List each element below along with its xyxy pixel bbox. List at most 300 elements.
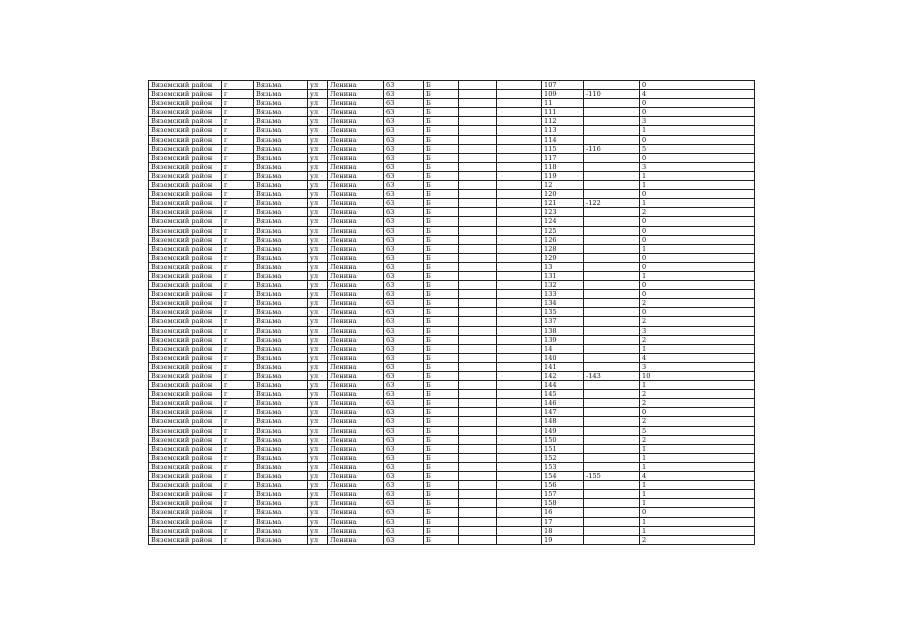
cell-district: Вяземский район: [149, 290, 222, 299]
cell-count: 0: [640, 99, 755, 108]
cell-street-type: ул: [308, 390, 328, 399]
cell-locality: Вязьма: [254, 144, 308, 153]
cell-street-type: ул: [308, 208, 328, 217]
cell-street: Ленина: [328, 253, 384, 262]
table-row: [149, 135, 755, 144]
cell-count: 3: [640, 162, 755, 171]
cell-extra-1: [459, 362, 497, 371]
cell-locality: Вязьма: [254, 362, 308, 371]
cell-apartment: 147: [542, 408, 584, 417]
cell-locality: Вязьма: [254, 281, 308, 290]
cell-count: 1: [640, 517, 755, 526]
cell-extra-2: [497, 253, 542, 262]
cell-district: Вяземский район: [149, 472, 222, 481]
cell-district: Вяземский район: [149, 372, 222, 381]
cell-count: 0: [640, 235, 755, 244]
cell-street-type: ул: [308, 426, 328, 435]
cell-apartment-range: [584, 162, 640, 171]
cell-house: 63: [384, 190, 424, 199]
cell-street-type: ул: [308, 135, 328, 144]
cell-street-type: ул: [308, 271, 328, 280]
cell-building: Б: [424, 462, 459, 471]
cell-house: 63: [384, 317, 424, 326]
cell-apartment: 113: [542, 126, 584, 135]
cell-district: Вяземский район: [149, 508, 222, 517]
cell-district: Вяземский район: [149, 390, 222, 399]
cell-locality: Вязьма: [254, 335, 308, 344]
table-row: [149, 235, 755, 244]
cell-street: Ленина: [328, 499, 384, 508]
cell-extra-1: [459, 435, 497, 444]
cell-district: Вяземский район: [149, 226, 222, 235]
cell-apartment-range: [584, 99, 640, 108]
cell-house: 63: [384, 535, 424, 544]
cell-building: Б: [424, 317, 459, 326]
table-row: [149, 390, 755, 399]
cell-apartment-range: [584, 526, 640, 535]
cell-apartment-range: [584, 281, 640, 290]
cell-apartment: 153: [542, 462, 584, 471]
cell-apartment: 115: [542, 144, 584, 153]
cell-street: Ленина: [328, 408, 384, 417]
cell-extra-1: [459, 126, 497, 135]
cell-street-type: ул: [308, 417, 328, 426]
cell-count: 1: [640, 199, 755, 208]
cell-extra-1: [459, 171, 497, 180]
table-row: [149, 399, 755, 408]
cell-district: Вяземский район: [149, 208, 222, 217]
cell-locality-type: г: [222, 135, 254, 144]
cell-building: Б: [424, 99, 459, 108]
cell-street-type: ул: [308, 117, 328, 126]
cell-locality-type: г: [222, 290, 254, 299]
cell-apartment-range: [584, 253, 640, 262]
cell-building: Б: [424, 108, 459, 117]
cell-building: Б: [424, 353, 459, 362]
cell-apartment: 137: [542, 317, 584, 326]
cell-street: Ленина: [328, 117, 384, 126]
cell-apartment: 123: [542, 208, 584, 217]
cell-extra-1: [459, 253, 497, 262]
cell-district: Вяземский район: [149, 381, 222, 390]
cell-locality-type: г: [222, 435, 254, 444]
cell-house: 63: [384, 162, 424, 171]
cell-district: Вяземский район: [149, 353, 222, 362]
cell-house: 63: [384, 390, 424, 399]
cell-locality-type: г: [222, 144, 254, 153]
cell-count: 0: [640, 508, 755, 517]
cell-count: 1: [640, 271, 755, 280]
cell-district: Вяземский район: [149, 126, 222, 135]
cell-district: Вяземский район: [149, 481, 222, 490]
cell-house: 63: [384, 526, 424, 535]
cell-extra-1: [459, 271, 497, 280]
cell-building: Б: [424, 435, 459, 444]
cell-street-type: ул: [308, 381, 328, 390]
table-row: [149, 308, 755, 317]
cell-count: 1: [640, 444, 755, 453]
cell-extra-2: [497, 281, 542, 290]
cell-apartment: 118: [542, 162, 584, 171]
cell-apartment-range: [584, 362, 640, 371]
cell-apartment-range: [584, 135, 640, 144]
cell-extra-2: [497, 317, 542, 326]
cell-count: 1: [640, 462, 755, 471]
cell-house: 63: [384, 444, 424, 453]
cell-locality: Вязьма: [254, 353, 308, 362]
cell-extra-1: [459, 199, 497, 208]
cell-locality-type: г: [222, 399, 254, 408]
cell-extra-1: [459, 344, 497, 353]
cell-count: 2: [640, 417, 755, 426]
cell-locality-type: г: [222, 317, 254, 326]
cell-extra-1: [459, 526, 497, 535]
cell-building: Б: [424, 144, 459, 153]
cell-apartment: 124: [542, 217, 584, 226]
cell-building: Б: [424, 244, 459, 253]
cell-extra-1: [459, 217, 497, 226]
cell-count: 5: [640, 426, 755, 435]
cell-apartment-range: [584, 399, 640, 408]
cell-street: Ленина: [328, 208, 384, 217]
cell-count: 2: [640, 335, 755, 344]
cell-apartment-range: [584, 490, 640, 499]
cell-building: Б: [424, 362, 459, 371]
cell-street-type: ул: [308, 372, 328, 381]
table-row: [149, 508, 755, 517]
table-row: [149, 217, 755, 226]
cell-building: Б: [424, 190, 459, 199]
cell-apartment-range: [584, 308, 640, 317]
cell-count: 0: [640, 308, 755, 317]
cell-locality: Вязьма: [254, 526, 308, 535]
cell-extra-1: [459, 226, 497, 235]
cell-count: 1: [640, 181, 755, 190]
cell-extra-2: [497, 217, 542, 226]
cell-locality: Вязьма: [254, 217, 308, 226]
cell-count: 0: [640, 281, 755, 290]
cell-locality: Вязьма: [254, 253, 308, 262]
cell-apartment: 120: [542, 190, 584, 199]
cell-extra-1: [459, 162, 497, 171]
cell-extra-1: [459, 390, 497, 399]
cell-locality: Вязьма: [254, 171, 308, 180]
cell-apartment: 132: [542, 281, 584, 290]
cell-street-type: ул: [308, 481, 328, 490]
cell-extra-2: [497, 190, 542, 199]
cell-street: Ленина: [328, 262, 384, 271]
cell-building: Б: [424, 181, 459, 190]
cell-apartment-range: [584, 444, 640, 453]
cell-locality-type: г: [222, 408, 254, 417]
cell-street-type: ул: [308, 153, 328, 162]
cell-house: 63: [384, 408, 424, 417]
cell-extra-2: [497, 81, 542, 90]
cell-locality-type: г: [222, 417, 254, 426]
cell-extra-2: [497, 408, 542, 417]
cell-apartment: 129: [542, 253, 584, 262]
cell-extra-1: [459, 281, 497, 290]
cell-locality-type: г: [222, 381, 254, 390]
cell-street: Ленина: [328, 181, 384, 190]
cell-street: Ленина: [328, 244, 384, 253]
cell-apartment-range: [584, 517, 640, 526]
cell-house: 63: [384, 253, 424, 262]
cell-locality-type: г: [222, 199, 254, 208]
cell-district: Вяземский район: [149, 262, 222, 271]
cell-extra-2: [497, 208, 542, 217]
cell-building: Б: [424, 453, 459, 462]
cell-locality-type: г: [222, 308, 254, 317]
cell-count: 1: [640, 126, 755, 135]
cell-extra-2: [497, 353, 542, 362]
cell-locality: Вязьма: [254, 390, 308, 399]
cell-count: 0: [640, 290, 755, 299]
cell-locality: Вязьма: [254, 208, 308, 217]
cell-locality: Вязьма: [254, 235, 308, 244]
table-row: [149, 526, 755, 535]
cell-apartment: 154: [542, 472, 584, 481]
cell-extra-1: [459, 108, 497, 117]
cell-apartment-range: [584, 208, 640, 217]
cell-apartment: 156: [542, 481, 584, 490]
cell-building: Б: [424, 490, 459, 499]
cell-apartment: 152: [542, 453, 584, 462]
cell-building: Б: [424, 535, 459, 544]
cell-street: Ленина: [328, 317, 384, 326]
table-row: [149, 126, 755, 135]
cell-house: 63: [384, 517, 424, 526]
cell-extra-1: [459, 535, 497, 544]
cell-building: Б: [424, 444, 459, 453]
cell-extra-2: [497, 426, 542, 435]
cell-district: Вяземский район: [149, 281, 222, 290]
cell-locality-type: г: [222, 344, 254, 353]
cell-locality-type: г: [222, 153, 254, 162]
cell-building: Б: [424, 281, 459, 290]
cell-locality: Вязьма: [254, 244, 308, 253]
cell-apartment: 149: [542, 426, 584, 435]
cell-district: Вяземский район: [149, 199, 222, 208]
table-row: [149, 253, 755, 262]
table-row: [149, 244, 755, 253]
cell-building: Б: [424, 253, 459, 262]
cell-extra-2: [497, 271, 542, 280]
table-row: [149, 472, 755, 481]
cell-extra-2: [497, 126, 542, 135]
cell-house: 63: [384, 362, 424, 371]
cell-extra-2: [497, 526, 542, 535]
table-row: [149, 108, 755, 117]
cell-extra-2: [497, 90, 542, 99]
cell-house: 63: [384, 153, 424, 162]
cell-apartment-range: -122: [584, 199, 640, 208]
cell-extra-1: [459, 190, 497, 199]
cell-extra-1: [459, 472, 497, 481]
cell-building: Б: [424, 526, 459, 535]
cell-extra-2: [497, 199, 542, 208]
table-row: [149, 435, 755, 444]
cell-locality: Вязьма: [254, 290, 308, 299]
cell-building: Б: [424, 290, 459, 299]
cell-apartment: 134: [542, 299, 584, 308]
cell-house: 63: [384, 481, 424, 490]
cell-street: Ленина: [328, 171, 384, 180]
cell-extra-1: [459, 453, 497, 462]
cell-apartment-range: [584, 426, 640, 435]
cell-street-type: ул: [308, 508, 328, 517]
cell-street-type: ул: [308, 326, 328, 335]
cell-apartment: 12: [542, 181, 584, 190]
cell-building: Б: [424, 199, 459, 208]
cell-locality: Вязьма: [254, 481, 308, 490]
table-row: [149, 326, 755, 335]
cell-count: 10: [640, 372, 755, 381]
cell-street-type: ул: [308, 144, 328, 153]
cell-street-type: ул: [308, 171, 328, 180]
cell-street: Ленина: [328, 472, 384, 481]
cell-street-type: ул: [308, 217, 328, 226]
cell-street-type: ул: [308, 526, 328, 535]
cell-count: 1: [640, 481, 755, 490]
cell-count: 1: [640, 490, 755, 499]
cell-count: 1: [640, 344, 755, 353]
cell-house: 63: [384, 126, 424, 135]
cell-extra-1: [459, 244, 497, 253]
cell-house: 63: [384, 262, 424, 271]
cell-house: 63: [384, 271, 424, 280]
cell-extra-2: [497, 153, 542, 162]
cell-locality: Вязьма: [254, 535, 308, 544]
cell-count: 0: [640, 135, 755, 144]
cell-street: Ленина: [328, 108, 384, 117]
cell-apartment: 125: [542, 226, 584, 235]
cell-apartment-range: -116: [584, 144, 640, 153]
cell-district: Вяземский район: [149, 308, 222, 317]
address-table-body: [149, 81, 755, 545]
cell-locality-type: г: [222, 217, 254, 226]
cell-extra-1: [459, 481, 497, 490]
cell-locality: Вязьма: [254, 381, 308, 390]
cell-street: Ленина: [328, 217, 384, 226]
cell-street-type: ул: [308, 317, 328, 326]
cell-locality-type: г: [222, 126, 254, 135]
cell-district: Вяземский район: [149, 235, 222, 244]
cell-extra-1: [459, 399, 497, 408]
cell-apartment-range: [584, 262, 640, 271]
cell-street-type: ул: [308, 435, 328, 444]
table-row: [149, 190, 755, 199]
cell-building: Б: [424, 517, 459, 526]
cell-apartment: 11: [542, 99, 584, 108]
cell-apartment-range: [584, 217, 640, 226]
cell-district: Вяземский район: [149, 253, 222, 262]
cell-apartment-range: [584, 462, 640, 471]
cell-building: Б: [424, 171, 459, 180]
cell-house: 63: [384, 435, 424, 444]
cell-house: 63: [384, 308, 424, 317]
cell-house: 63: [384, 199, 424, 208]
cell-street-type: ул: [308, 362, 328, 371]
cell-apartment: 157: [542, 490, 584, 499]
cell-count: 0: [640, 108, 755, 117]
cell-street: Ленина: [328, 335, 384, 344]
table-row: [149, 99, 755, 108]
cell-street-type: ул: [308, 353, 328, 362]
cell-extra-1: [459, 299, 497, 308]
cell-apartment-range: [584, 126, 640, 135]
cell-house: 63: [384, 108, 424, 117]
cell-locality-type: г: [222, 481, 254, 490]
cell-extra-1: [459, 308, 497, 317]
cell-street: Ленина: [328, 99, 384, 108]
table-row: [149, 372, 755, 381]
cell-district: Вяземский район: [149, 108, 222, 117]
cell-building: Б: [424, 117, 459, 126]
cell-locality-type: г: [222, 353, 254, 362]
cell-house: 63: [384, 472, 424, 481]
cell-extra-1: [459, 317, 497, 326]
cell-apartment-range: [584, 317, 640, 326]
cell-count: 1: [640, 244, 755, 253]
cell-building: Б: [424, 208, 459, 217]
cell-building: Б: [424, 153, 459, 162]
table-row: [149, 81, 755, 90]
cell-extra-2: [497, 499, 542, 508]
cell-extra-2: [497, 362, 542, 371]
cell-extra-2: [497, 390, 542, 399]
cell-house: 63: [384, 372, 424, 381]
cell-locality-type: г: [222, 181, 254, 190]
table-row: [149, 499, 755, 508]
table-row: [149, 208, 755, 217]
cell-count: 0: [640, 408, 755, 417]
cell-building: Б: [424, 399, 459, 408]
table-row: [149, 453, 755, 462]
cell-extra-2: [497, 262, 542, 271]
cell-count: 0: [640, 253, 755, 262]
cell-locality: Вязьма: [254, 271, 308, 280]
cell-building: Б: [424, 226, 459, 235]
cell-house: 63: [384, 453, 424, 462]
cell-street: Ленина: [328, 426, 384, 435]
cell-extra-1: [459, 81, 497, 90]
cell-apartment-range: [584, 381, 640, 390]
cell-apartment: 141: [542, 362, 584, 371]
cell-count: 5: [640, 144, 755, 153]
cell-house: 63: [384, 499, 424, 508]
cell-street: Ленина: [328, 362, 384, 371]
cell-district: Вяземский район: [149, 326, 222, 335]
cell-house: 63: [384, 235, 424, 244]
cell-extra-2: [497, 508, 542, 517]
cell-extra-1: [459, 235, 497, 244]
cell-locality: Вязьма: [254, 453, 308, 462]
cell-locality-type: г: [222, 535, 254, 544]
cell-locality-type: г: [222, 335, 254, 344]
cell-count: 2: [640, 317, 755, 326]
cell-district: Вяземский район: [149, 444, 222, 453]
cell-extra-2: [497, 417, 542, 426]
cell-extra-2: [497, 335, 542, 344]
cell-house: 63: [384, 381, 424, 390]
cell-district: Вяземский район: [149, 90, 222, 99]
cell-extra-2: [497, 308, 542, 317]
cell-district: Вяземский район: [149, 399, 222, 408]
cell-apartment-range: [584, 535, 640, 544]
cell-street-type: ул: [308, 126, 328, 135]
cell-district: Вяземский район: [149, 217, 222, 226]
